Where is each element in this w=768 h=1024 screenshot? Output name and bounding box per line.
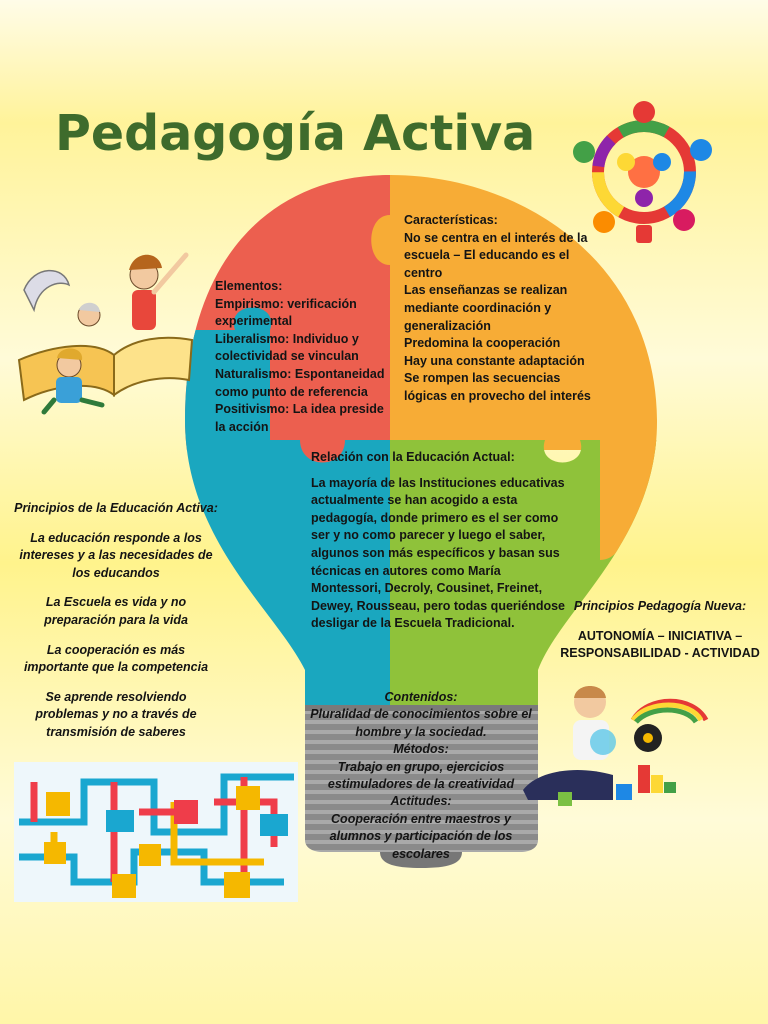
contenidos-label: Contenidos: — [384, 690, 458, 704]
education-pipes-illustration — [14, 762, 298, 902]
metodos-text: Trabajo en grupo, ejercicios estimuladores de la creatividad — [327, 759, 515, 792]
caracteristicas-heading: Características: — [404, 213, 498, 227]
relacion-body: La mayoría de las Instituciones educativas actualmente se han acogido a esta pedagogía, donde primero es el ser como ser y no como parecer y luego el saber, algunos son más específicos y basan sus técnicas en autores como María Montessori, Decroly, Cousinet, Freinet, Dewey, Rousseau, pero todas queriéndose desligar de la Escuela Tradicional. — [311, 475, 566, 631]
principios-nueva-section — [556, 598, 764, 663]
child-playing-photo — [518, 680, 713, 815]
base-section — [308, 689, 534, 863]
principios-nueva-body: AUTONOMÍA – INICIATIVA – RESPONSABILIDAD - ACTIVIDAD — [560, 628, 760, 661]
caracteristicas-line: Se rompen las secuencias lógicas en provecho del interés — [404, 371, 591, 403]
elementos-heading: Elementos: — [215, 279, 283, 293]
principio-item: Se aprende resolviendo problemas y no a través de transmisión de saberes — [35, 689, 197, 739]
elementos-line: Empirismo: verificación experimental — [215, 296, 357, 329]
caracteristicas-line: Las enseñanzas se realizan mediante coordinación y generalización — [404, 283, 568, 333]
cooperation-circle-icon — [566, 100, 722, 245]
elementos-line: Positivismo: La idea preside la acción — [215, 402, 384, 434]
elementos-line: Liberalismo: Individuo y colectividad se vinculan — [215, 331, 359, 364]
caracteristicas-line: Predomina la cooperación — [404, 336, 561, 351]
actitudes-text: Cooperación entre maestros y alumnos y participación de los escolares — [329, 811, 513, 861]
metodos-label: Métodos: — [393, 742, 449, 757]
caracteristicas-line: Hay una constante adaptación — [404, 353, 585, 368]
actitudes-label: Actitudes: — [390, 794, 452, 809]
page-title: Pedagogía Activa — [55, 105, 536, 162]
children-reading-book-illustration — [14, 240, 194, 420]
principio-item: La Escuela es vida y no preparación para la vida — [44, 595, 188, 627]
elementos-section — [215, 278, 391, 436]
principio-item: La cooperación es más importante que la competencia — [23, 642, 209, 675]
principios-activa-section — [14, 500, 218, 754]
relacion-heading: Relación con la Educación Actual: — [311, 450, 515, 464]
principios-activa-heading: Principios de la Educación Activa: — [14, 501, 218, 515]
contenidos-text: Pluralidad de conocimientos sobre el hombre y la sociedad. — [310, 707, 532, 739]
principio-item: La educación responde a los intereses y a las necesidades de los educandos — [19, 530, 213, 580]
relacion-section — [311, 449, 568, 633]
caracteristicas-line: No se centra en el interés de la escuela – El educando es el centro — [404, 230, 588, 280]
principios-nueva-heading: Principios Pedagogía Nueva: — [573, 599, 747, 613]
elementos-line: Naturalismo: Espontaneidad como punto de referencia — [215, 366, 385, 399]
